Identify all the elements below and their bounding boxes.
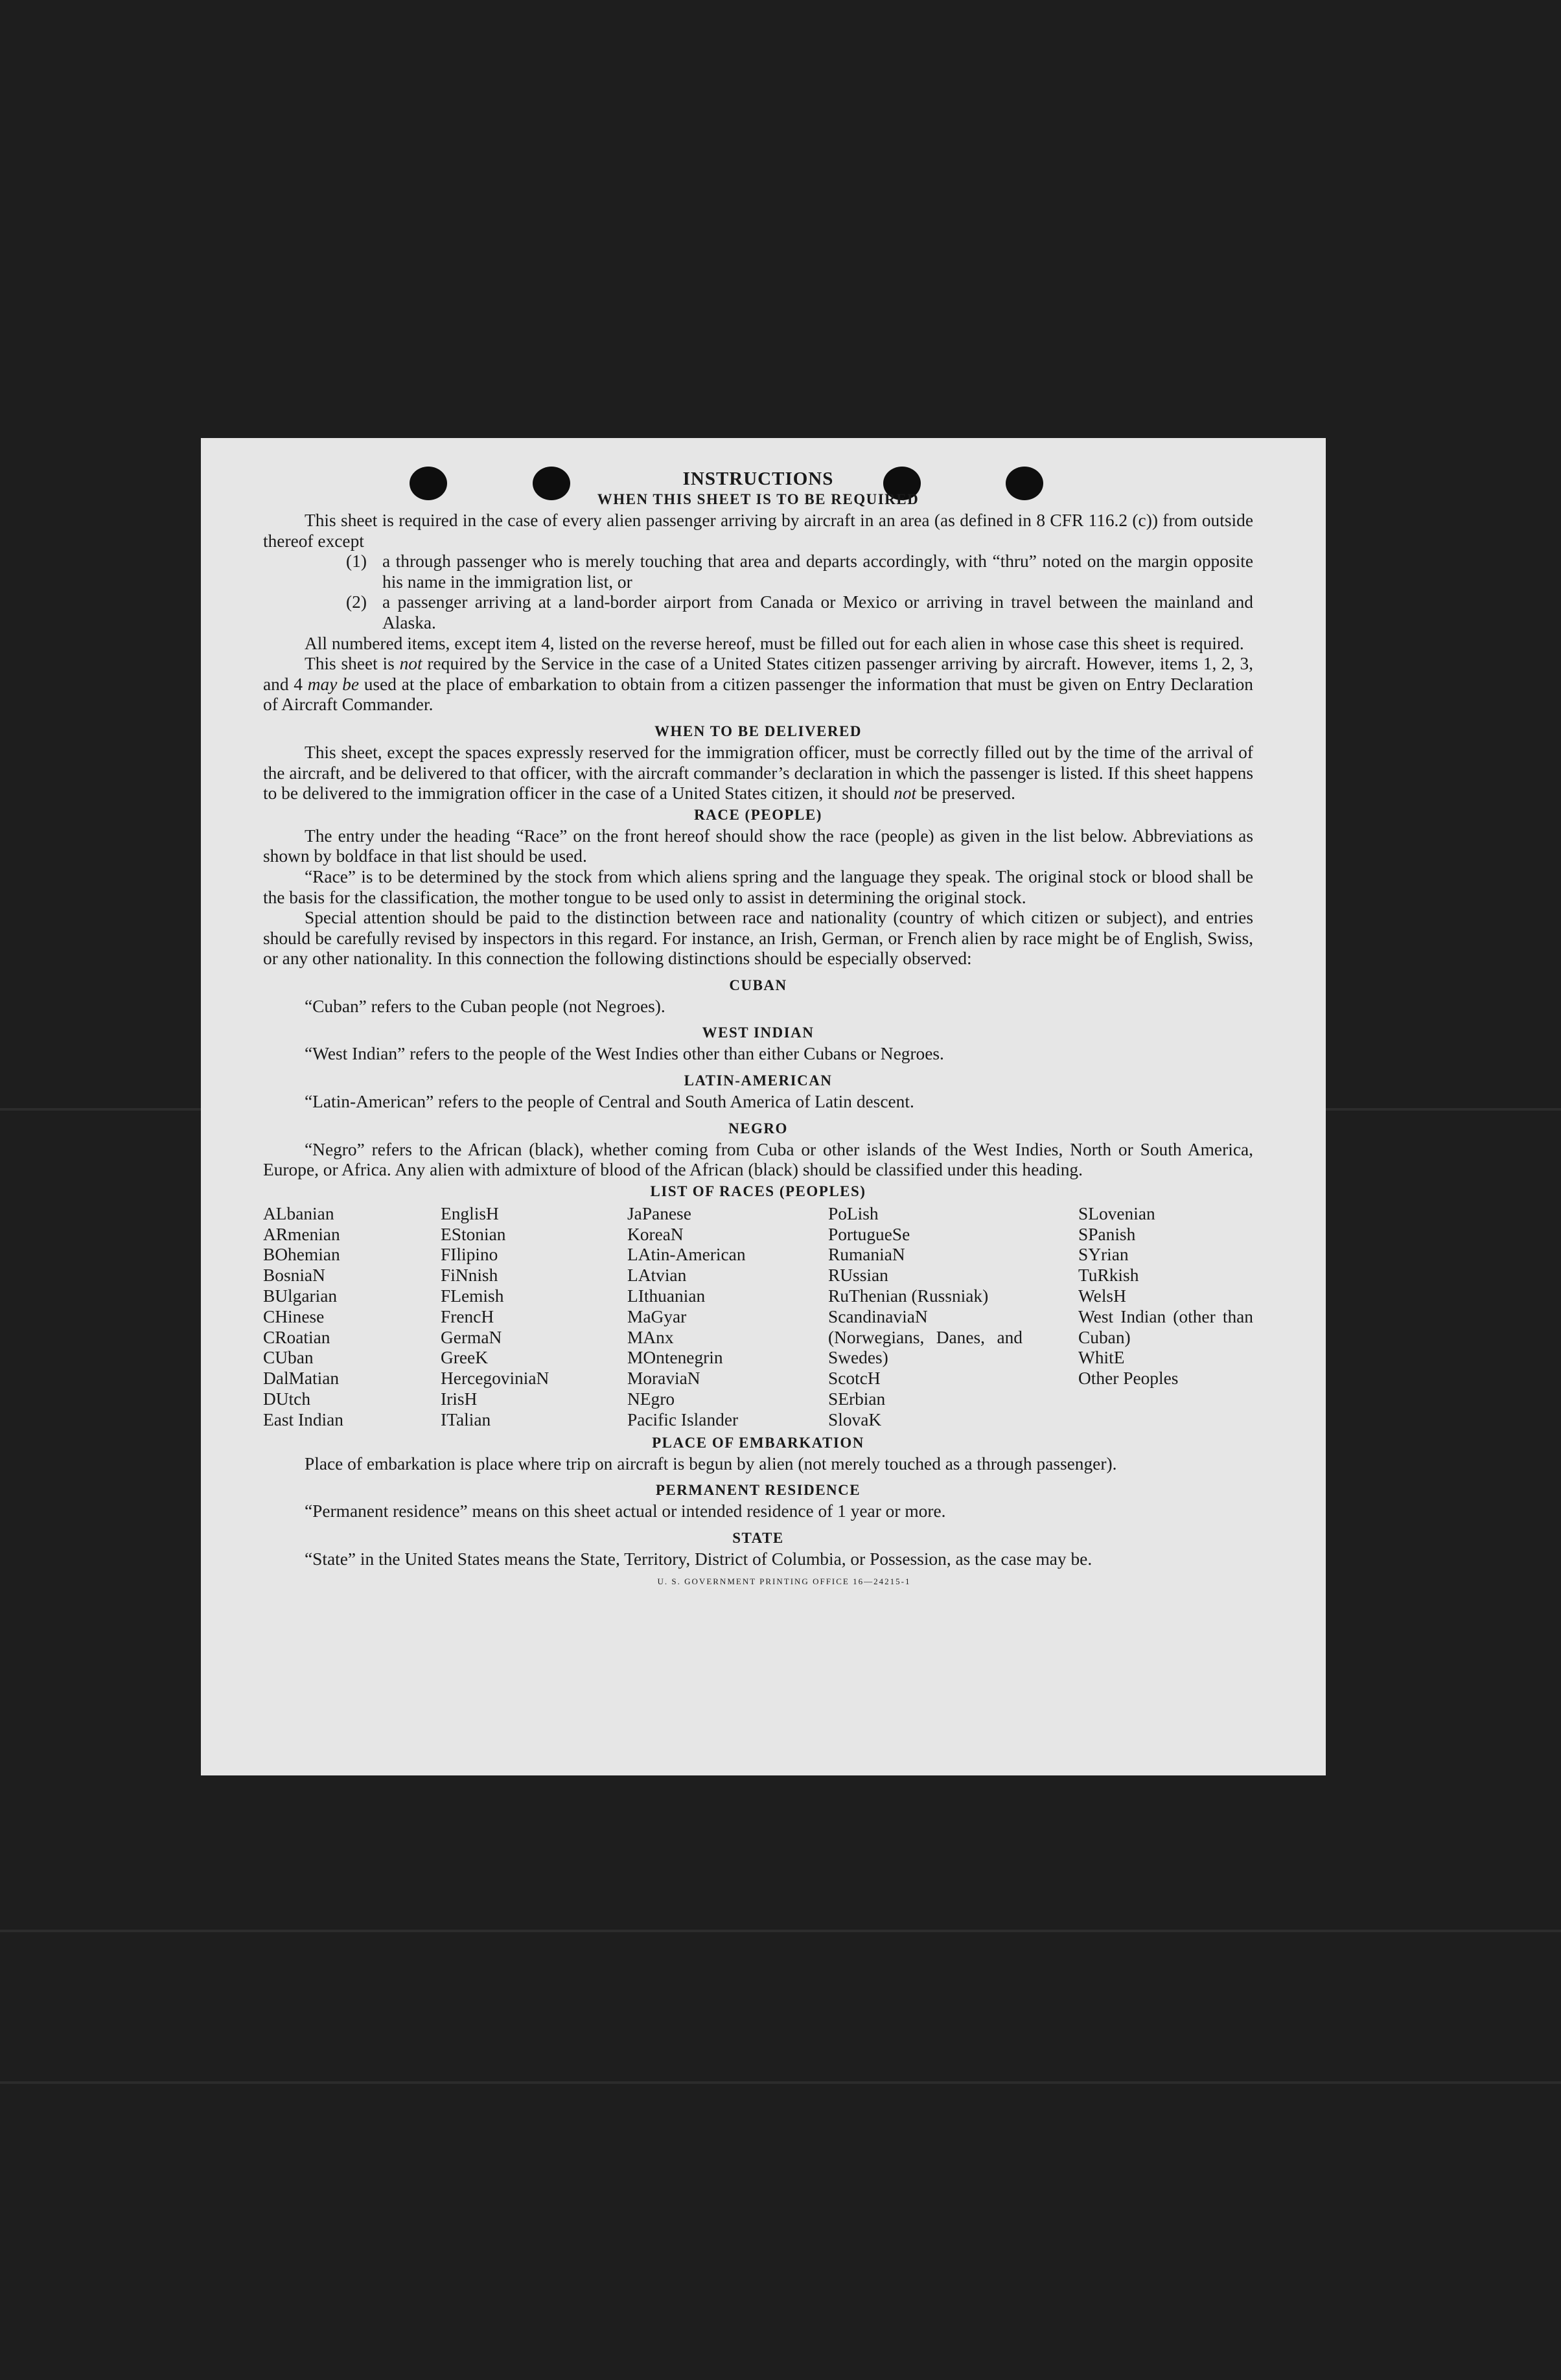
paragraph: “Negro” refers to the African (black), whether coming from Cuba or other islands of the West Indies, North or South America, Europe, or Africa. Any alien with admixture of blood of the African (black) should be classified under this heading. xyxy=(263,1139,1253,1180)
race-entry: GermaN xyxy=(441,1327,502,1347)
race-entry: WelsH xyxy=(1078,1286,1126,1306)
race-entry: BosniaN xyxy=(263,1265,325,1286)
race-entry: CUban xyxy=(263,1348,314,1368)
race-entry: Other Peoples xyxy=(1078,1369,1179,1389)
page-title: INSTRUCTIONS xyxy=(682,468,834,489)
section-heading-west-indian: WEST INDIAN xyxy=(702,1024,815,1041)
race-entry: GreeK xyxy=(441,1348,488,1368)
text-run: be preserved. xyxy=(916,783,1015,803)
race-entry: MoraviaN xyxy=(627,1369,700,1389)
race-column xyxy=(263,1204,441,1431)
race-entry: PortugueSe xyxy=(828,1224,910,1244)
race-entry: LIthuanian xyxy=(627,1286,706,1306)
italic-text: may be xyxy=(307,674,360,694)
race-entry: DUtch xyxy=(263,1389,311,1409)
paragraph xyxy=(263,743,1253,804)
race-entry: MOntenegrin xyxy=(627,1348,723,1368)
race-entry: FIlipino xyxy=(441,1245,498,1265)
section-heading-when-required: WHEN THIS SHEET IS TO BE REQUIRED xyxy=(597,491,919,507)
race-column xyxy=(1078,1204,1253,1431)
race-entry: RumaniaN xyxy=(828,1245,905,1265)
paragraph: “Permanent residence” means on this sheet actual or intended residence of 1 year or more. xyxy=(305,1501,946,1521)
exception-item xyxy=(263,592,1253,633)
instruction-sheet xyxy=(201,438,1326,1775)
section-heading-latin-american: LATIN-AMERICAN xyxy=(684,1072,833,1089)
race-entry: CRoatian xyxy=(263,1327,330,1347)
item-number: (1) xyxy=(346,551,367,572)
paragraph: Special attention should be paid to the distinction between race and nationality (country of which citizen or subject), and entries should be carefully revised by inspectors in this regard. For instance, an Irish, German, or French alien by race might be of English, Swiss, or any other nationality. In this connection the following distinctions should be especially observed: xyxy=(263,908,1253,969)
text-run: This sheet is xyxy=(305,654,400,674)
race-column xyxy=(441,1204,627,1431)
section-heading-list-of-races: LIST OF RACES (PEOPLES) xyxy=(650,1183,866,1199)
paragraph: Place of embarkation is place where trip on aircraft is begun by alien (not merely touched as a through passenger). xyxy=(305,1453,1117,1473)
printer-imprint: U. S. GOVERNMENT PRINTING OFFICE 16—24215-1 xyxy=(657,1577,911,1587)
paragraph xyxy=(263,654,1253,715)
section-heading-race: RACE (PEOPLE) xyxy=(694,806,822,823)
race-entry: FrencH xyxy=(441,1306,494,1326)
item-text: a passenger arriving at a land-border airport from Canada or Mexico or arriving in travel between the mainland and Alaska. xyxy=(382,592,1253,632)
race-entry: ScotcH xyxy=(828,1369,881,1389)
race-entry: TuRkish xyxy=(1078,1265,1139,1286)
paragraph: “Race” is to be determined by the stock from which aliens spring and the language they speak. The original stock or blood shall be the basis for the classification, the mother tongue to be used only to assist in determining the original stock. xyxy=(263,866,1253,907)
section-heading-state: STATE xyxy=(732,1529,784,1546)
race-entry: PoLish xyxy=(828,1203,879,1223)
race-entry: ARmenian xyxy=(263,1224,340,1244)
scan-band xyxy=(0,1930,1561,1932)
race-entry: ALbanian xyxy=(263,1203,334,1223)
race-entry: EnglisH xyxy=(441,1203,499,1223)
paragraph: “West Indian” refers to the people of the West Indies other than either Cubans or Negroes. xyxy=(305,1044,944,1064)
race-entry: MAnx xyxy=(627,1327,674,1347)
text-run: used at the place of embarkation to obtain from a citizen passenger the information that must be given on Entry Declaration of Aircraft Commander. xyxy=(263,674,1253,715)
race-entry: Pacific Islander xyxy=(627,1409,739,1429)
race-entry: FiNnish xyxy=(441,1265,498,1286)
section-heading-place-of-embarkation: PLACE OF EMBARKATION xyxy=(652,1434,864,1451)
text-run: required by the Service in the case of a United States citizen passenger arriving by aircraft. However, items 1, 2, 3, and 4 xyxy=(263,654,1253,694)
race-entry: JaPanese xyxy=(627,1203,691,1223)
race-entry: ScandinaviaN (Norwegians, Danes, and Swedes) xyxy=(828,1306,1023,1368)
race-entry: BOhemian xyxy=(263,1245,340,1265)
race-entry: MaGyar xyxy=(627,1306,687,1326)
section-heading-permanent-residence: PERMANENT RESIDENCE xyxy=(655,1482,861,1499)
italic-text: not xyxy=(399,654,422,674)
paragraph: “Latin-American” refers to the people of Central and South America of Latin descent. xyxy=(305,1092,914,1112)
paragraph: “Cuban” refers to the Cuban people (not Negroes). xyxy=(305,996,665,1016)
section-heading-cuban: CUBAN xyxy=(729,976,787,993)
item-text: a through passenger who is merely touching that area and departs accordingly, with “thru” noted on the margin opposite his name in the immigration list, or xyxy=(382,551,1253,592)
race-column xyxy=(627,1204,828,1431)
race-entry: SErbian xyxy=(828,1389,886,1409)
race-entry: SPanish xyxy=(1078,1224,1136,1244)
race-entry: KoreaN xyxy=(627,1224,684,1244)
scan-band xyxy=(0,2081,1561,2084)
sheet-content xyxy=(263,468,1253,1588)
race-entry: HercegoviniaN xyxy=(441,1369,549,1389)
exception-item xyxy=(263,551,1253,592)
race-entry: SlovaK xyxy=(828,1409,882,1429)
paragraph: This sheet is required in the case of every alien passenger arriving by aircraft in an area (as defined in 8 CFR 116.2 (c)) from outside thereof except xyxy=(263,511,1253,551)
race-column xyxy=(828,1204,1023,1431)
race-entry: DalMatian xyxy=(263,1369,340,1389)
race-entry: LAtin-American xyxy=(627,1245,746,1265)
paragraph: All numbered items, except item 4, listed on the reverse hereof, must be filled out for each alien in whose case this sheet is required. xyxy=(305,633,1244,653)
text-run: This sheet, except the spaces expressly reserved for the immigration officer, must be correctly filled out by the time of the arrival of the aircraft, and be delivered to that officer, with the aircraft commander’s declaration in which the passenger is listed. If this sheet happens to be delivered to the immigration officer in the case of a United States citizen, it should xyxy=(263,742,1253,803)
race-entry: EStonian xyxy=(441,1224,506,1244)
italic-text: not xyxy=(894,783,917,803)
race-entry: RuThenian (Russniak) xyxy=(828,1286,989,1306)
race-entry: LAtvian xyxy=(627,1265,687,1286)
race-entry: CHinese xyxy=(263,1306,325,1326)
race-entry: SYrian xyxy=(1078,1245,1129,1265)
section-heading-negro: NEGRO xyxy=(728,1120,788,1137)
race-entry: NEgro xyxy=(627,1389,675,1409)
race-entry: West Indian (other than Cuban) xyxy=(1078,1306,1253,1347)
race-entry: IrisH xyxy=(441,1389,478,1409)
race-list xyxy=(263,1204,1253,1431)
race-entry: WhitE xyxy=(1078,1348,1125,1368)
paragraph: The entry under the heading “Race” on the front hereof should show the race (people) as given in the list below. Abbreviations as shown by boldface in that list should be used. xyxy=(263,826,1253,866)
race-entry: RUssian xyxy=(828,1265,888,1286)
race-entry: East Indian xyxy=(263,1409,343,1429)
race-entry: SLovenian xyxy=(1078,1203,1155,1223)
paragraph: “State” in the United States means the State, Territory, District of Columbia, or Possession, as the case may be. xyxy=(305,1549,1093,1569)
section-heading-when-delivered: WHEN TO BE DELIVERED xyxy=(654,722,862,739)
race-entry: ITalian xyxy=(441,1409,491,1429)
race-entry: BUlgarian xyxy=(263,1286,338,1306)
race-entry: FLemish xyxy=(441,1286,504,1306)
item-number: (2) xyxy=(346,592,367,612)
